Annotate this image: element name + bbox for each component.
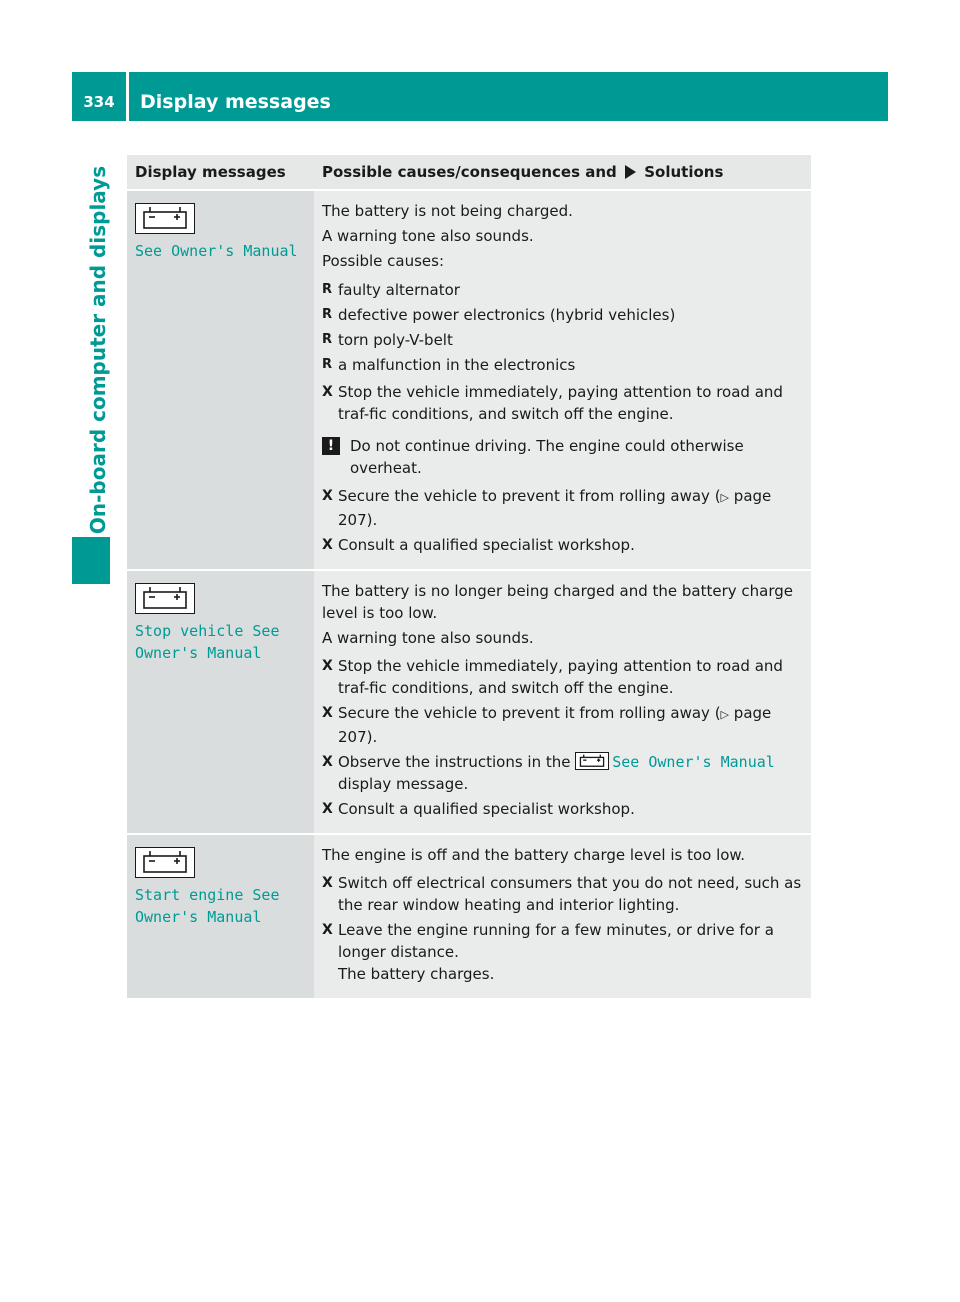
side-tab-marker [72,537,110,584]
page-number: 334 [83,93,115,111]
bullet-icon: R [322,307,333,322]
solution-step-text: Secure the vehicle to prevent it from rolling away ( [338,487,721,505]
solution-step [322,798,805,820]
solution-step [322,751,805,795]
solution-step-text: Stop the vehicle immediately, paying attention to road and traf-fic conditions, and switch off the engine. [338,383,783,423]
solution-step-text: display message. [338,775,469,793]
description-cell [314,570,811,834]
bullet-icon: R [322,282,333,297]
step-arrow-icon: X [322,658,333,674]
warning-note [322,435,805,479]
solution-note: The battery charges. [338,965,495,983]
battery-icon [135,847,195,878]
cause-text: A warning tone also sounds. [322,629,534,647]
header-solutions-text: Solutions [644,163,724,181]
side-tab-label: On-board computer and displays [86,165,110,535]
header-divider [126,72,129,121]
cause-text: The engine is off and the battery charge level is too low. [322,846,746,864]
solution-step [322,655,805,699]
cause-text: A warning tone also sounds. [322,227,534,245]
cause-text: Possible causes: [322,252,445,270]
step-arrow-icon: X [322,875,333,891]
list-item [322,329,805,351]
list-item-text: torn poly-V-belt [338,331,453,349]
step-arrow-icon: X [322,705,333,721]
message-cell [127,834,314,999]
table-row [127,570,811,834]
page-ref-icon: ▷ [720,708,730,721]
header-display-messages: Display messages [127,155,314,190]
solution-step [322,485,805,531]
description-cell [314,834,811,999]
cause-text: The battery is not being charged. [322,202,573,220]
solution-step-text: Stop the vehicle immediately, paying attention to road and traf-fic conditions, and switch off the engine. [338,657,783,697]
solution-step [322,872,805,916]
solution-step [322,381,805,425]
battery-icon [135,583,195,614]
cause-text: The battery is no longer being charged and the battery charge level is too low. [322,582,794,622]
step-arrow-icon: X [322,922,333,938]
solution-step-text: Observe the instructions in the [338,753,571,771]
list-item-text: defective power electronics (hybrid vehicles) [338,306,676,324]
display-message-text: See Owner's Manual [135,242,298,260]
header-causes-text: Possible causes/consequences and [322,163,617,181]
display-message-link: See Owner's Manual [612,753,775,771]
battery-icon [575,752,609,770]
list-item-text: faulty alternator [338,281,460,299]
description-cell [314,190,811,570]
page-title: Display messages [140,91,331,113]
table-header-row [127,155,811,190]
step-arrow-icon: X [322,801,333,817]
step-arrow-icon: X [322,754,333,770]
list-item-text: a malfunction in the electronics [338,356,576,374]
table-row [127,190,811,570]
bullet-icon: R [322,357,333,372]
solution-step [322,919,805,985]
list-item [322,354,805,376]
solution-step-text: Consult a qualified specialist workshop. [338,536,635,554]
step-arrow-icon: X [322,384,333,400]
solution-step [322,534,805,556]
display-message-text: Stop vehicle See Owner's Manual [135,622,280,662]
list-item [322,304,805,326]
step-arrow-icon: X [322,488,333,504]
bullet-icon: R [322,332,333,347]
message-cell [127,190,314,570]
display-messages-table [127,155,811,1000]
solution-step-text: Secure the vehicle to prevent it from rolling away ( [338,704,721,722]
battery-icon [135,203,195,234]
display-message-text: Start engine See Owner's Manual [135,886,280,926]
list-item [322,279,805,301]
solution-step-text: Leave the engine running for a few minutes, or drive for a longer distance. [338,921,774,961]
warning-icon: ! [322,437,340,455]
page-reference: page 207). [338,487,772,529]
warning-text: Do not continue driving. The engine could otherwise overheat. [350,437,744,477]
step-arrow-icon: X [322,537,333,553]
message-cell [127,570,314,834]
solution-step [322,702,805,748]
solution-step-text: Switch off electrical consumers that you do not need, such as the rear window heating and interior lighting. [338,874,802,914]
solution-step-text: Consult a qualified specialist workshop. [338,800,635,818]
page-ref-icon: ▷ [720,491,730,504]
table-row [127,834,811,999]
page-reference: page 207). [338,704,772,746]
header-causes-solutions [314,155,811,190]
step-arrow-icon [625,165,636,179]
